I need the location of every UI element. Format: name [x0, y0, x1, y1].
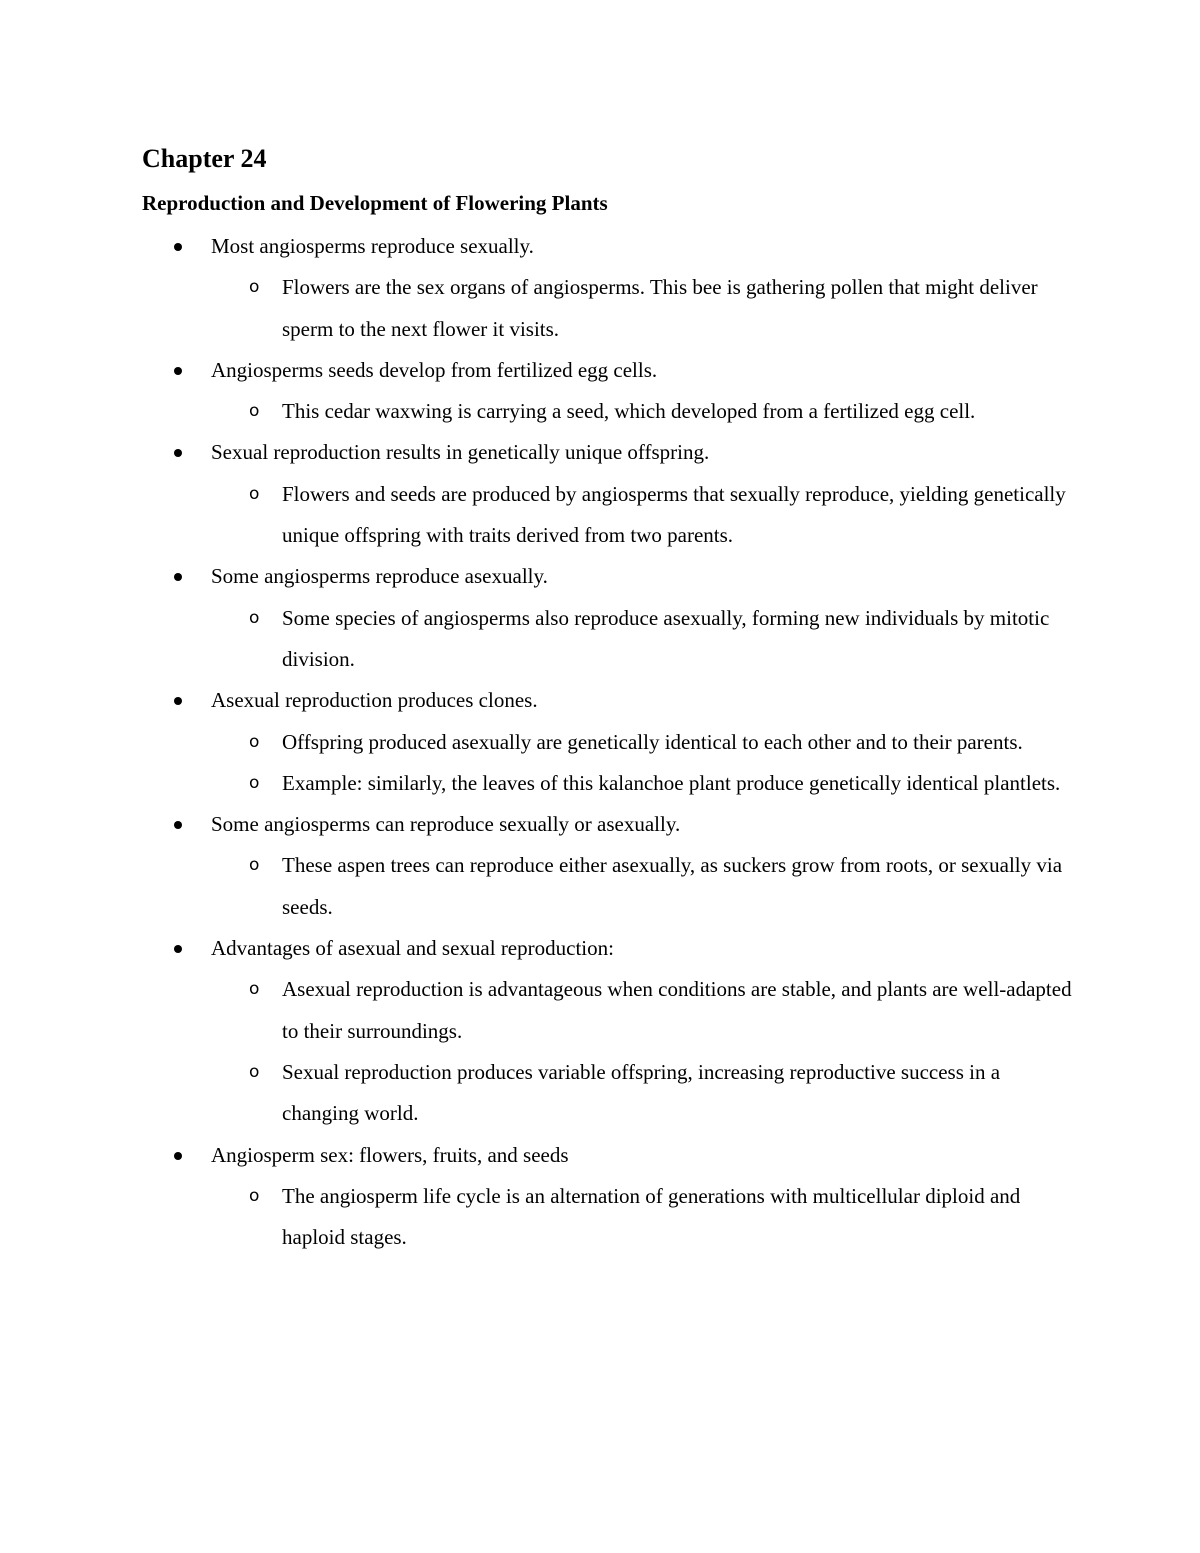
sub-item-text: These aspen trees can reproduce either asexually, as suckers grow from roots, or sexually via seeds. — [282, 853, 1063, 919]
bullet-item — [142, 680, 1072, 804]
bullet-dot-icon — [174, 367, 182, 375]
sub-list — [211, 845, 1072, 928]
bullet-dot-icon — [174, 449, 182, 457]
bullet-item — [142, 1135, 1072, 1259]
sub-item-text: Some species of angiosperms also reproduce asexually, forming new individuals by mitotic division. — [282, 605, 1050, 671]
sub-list — [211, 969, 1072, 1134]
sub-list — [211, 598, 1072, 681]
bullet-text: Most angiosperms reproduce sexually. — [211, 234, 534, 258]
bullet-text: Angiosperm sex: flowers, fruits, and seeds — [211, 1142, 569, 1167]
bullet-dot-icon — [174, 573, 182, 581]
chapter-title: Chapter 24 — [142, 144, 267, 173]
section-heading: Reproduction and Development of Flowering Plants — [142, 191, 608, 215]
sub-item — [211, 474, 1072, 557]
sub-item-text: Sexual reproduction produces variable offspring, increasing reproductive success in a changing world. — [282, 1059, 1001, 1126]
bullet-item — [142, 432, 1072, 556]
bullet-text: Angiosperms seeds develop from fertilized egg cells. — [211, 357, 658, 382]
sub-item — [211, 267, 1072, 350]
sub-bullet-marker: o — [249, 1061, 260, 1082]
sub-item-text: Flowers are the sex organs of angiosperms. This bee is gathering pollen that might deliver sperm to the next flower it visits. — [282, 275, 1038, 341]
sub-list — [211, 474, 1072, 557]
bullet-item — [142, 928, 1072, 1134]
bullet-text: Some angiosperms can reproduce sexually or asexually. — [211, 812, 681, 837]
sub-item-text: Example: similarly, the leaves of this kalanchoe plant produce genetically identical plantlets. — [282, 770, 1061, 795]
sub-bullet-marker: o — [249, 483, 260, 504]
sub-item — [211, 391, 1072, 432]
sub-item — [211, 1176, 1072, 1259]
bullet-text: Asexual reproduction produces clones. — [211, 688, 538, 713]
bullet-text: Advantages of asexual and sexual reproduction: — [211, 936, 614, 961]
sub-list — [211, 267, 1072, 350]
sub-bullet-marker: o — [249, 1185, 260, 1206]
sub-item-text: Asexual reproduction is advantageous when conditions are stable, and plants are well-adapted to their surroundings. — [282, 977, 1072, 1043]
sub-item — [211, 1052, 1072, 1135]
sub-item — [211, 598, 1072, 681]
sub-item-text: Flowers and seeds are produced by angiosperms that sexually reproduce, yielding genetically unique offspring with traits derived from two parents. — [282, 481, 1066, 548]
bullet-item — [142, 804, 1072, 928]
sub-bullet-marker: o — [249, 277, 260, 298]
bullet-item — [142, 350, 1072, 433]
sub-list — [211, 391, 1072, 432]
sub-bullet-marker: o — [249, 731, 260, 752]
sub-list — [211, 1176, 1072, 1259]
bullet-item — [142, 226, 1072, 350]
sub-bullet-marker: o — [249, 979, 260, 1000]
bullet-list — [142, 226, 1072, 1258]
sub-item-text: This cedar waxwing is carrying a seed, which developed from a fertilized egg cell. — [282, 399, 976, 424]
sub-bullet-marker: o — [249, 855, 260, 876]
sub-list — [211, 722, 1072, 805]
sub-item — [211, 722, 1072, 763]
sub-item-text: Offspring produced asexually are genetically identical to each other and to their parents. — [282, 729, 1023, 754]
sub-bullet-marker: o — [249, 607, 260, 628]
sub-item — [211, 845, 1072, 928]
sub-bullet-marker: o — [249, 401, 260, 422]
sub-bullet-marker: o — [249, 772, 260, 793]
bullet-dot-icon — [174, 1152, 182, 1160]
sub-item — [211, 763, 1072, 804]
bullet-dot-icon — [174, 821, 182, 829]
sub-item-text: The angiosperm life cycle is an alternation of generations with multicellular diploid and haploid stages. — [282, 1183, 1021, 1250]
bullet-item — [142, 556, 1072, 680]
bullet-text: Some angiosperms reproduce asexually. — [211, 564, 548, 589]
bullet-dot-icon — [174, 697, 182, 705]
sub-item — [211, 969, 1072, 1052]
bullet-text: Sexual reproduction results in genetically unique offspring. — [211, 440, 710, 465]
bullet-dot-icon — [174, 945, 182, 953]
bullet-dot-icon — [174, 243, 182, 251]
